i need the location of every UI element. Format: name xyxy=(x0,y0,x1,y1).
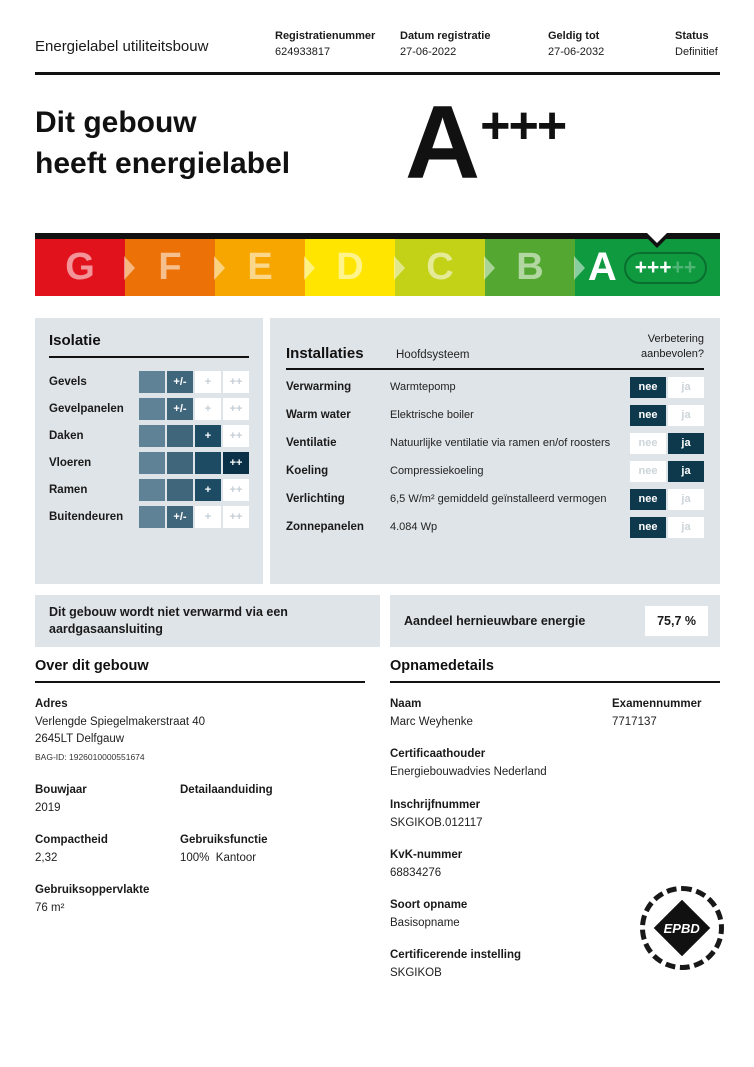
inschrijfnummer-group xyxy=(390,799,720,832)
chevron-right-icon xyxy=(484,256,495,280)
installations-title: Installaties xyxy=(286,344,364,362)
kvk-value: 68834276 xyxy=(390,866,442,879)
scale-segment-g xyxy=(35,239,125,296)
field-label: Status xyxy=(675,30,709,42)
insulation-cell: ++ xyxy=(223,371,249,393)
insulation-row-buitendeuren xyxy=(49,506,249,528)
insulation-cell: + xyxy=(195,479,221,501)
insulation-cell xyxy=(167,452,193,474)
rating-pill xyxy=(624,252,707,284)
insulation-cell xyxy=(139,425,165,447)
installation-row-label: Warm water xyxy=(286,409,351,422)
chevron-right-icon xyxy=(574,256,585,280)
insulation-cells xyxy=(139,479,249,501)
energy-label-rating xyxy=(405,85,566,201)
advice-column-header: Verbetering aanbevolen? xyxy=(640,333,704,360)
insulation-row-gevels xyxy=(49,371,249,393)
chevron-right-icon xyxy=(394,256,405,280)
kvk-label: KvK-nummer xyxy=(390,848,463,861)
installation-row-label: Verlichting xyxy=(286,493,345,506)
address-line-2: 2645LT Delfgauw xyxy=(35,733,125,746)
insulation-cell: ++ xyxy=(223,479,249,501)
detailaanduiding-group xyxy=(180,784,365,817)
insulation-cell xyxy=(139,371,165,393)
scale-segment-d xyxy=(305,239,395,296)
energy-scale xyxy=(35,233,720,296)
scale-segment-c xyxy=(395,239,485,296)
building-facts-grid xyxy=(35,784,365,935)
document-title: Energielabel utiliteitsbouw xyxy=(35,38,209,55)
header-divider xyxy=(35,72,720,75)
assessment-details-section xyxy=(390,658,720,1000)
energy-scale-bands xyxy=(35,239,720,296)
rating-plusses: +++ xyxy=(480,97,566,155)
installation-row-label: Zonnepanelen xyxy=(286,521,364,534)
insulation-cells xyxy=(139,452,249,474)
certificerende-instelling-value: SKGIKOB xyxy=(390,967,442,980)
insulation-cell xyxy=(167,479,193,501)
address-group xyxy=(35,698,365,762)
inschrijfnummer-value: SKGIKOB.012117 xyxy=(390,816,483,829)
insulation-row-label: Gevelpanelen xyxy=(49,403,124,415)
examennummer-group xyxy=(612,698,720,731)
field-value: 624933817 xyxy=(275,46,331,58)
installation-row-label: Ventilatie xyxy=(286,437,337,450)
installations-header xyxy=(286,332,704,370)
inschrijfnummer-label: Inschrijfnummer xyxy=(390,798,481,811)
insulation-cell: +/- xyxy=(167,506,193,528)
address-label: Adres xyxy=(35,698,68,710)
chevron-right-icon xyxy=(124,256,135,280)
gebruiksfunctie-label: Gebruiksfunctie xyxy=(180,833,268,846)
installations-panel xyxy=(270,318,720,584)
pill-active-plusses: +++ xyxy=(634,255,672,279)
advice-badges xyxy=(630,517,704,538)
gebruiksfunctie-value: 100% Kantoor xyxy=(180,851,257,864)
rating-marker-icon-inner xyxy=(647,233,667,243)
bouwjaar-value: 2019 xyxy=(35,801,61,814)
certificaathouder-label: Certificaathouder xyxy=(390,748,486,761)
hero-line-1: Dit gebouw xyxy=(35,106,197,139)
advice-badge-nee: nee xyxy=(630,489,666,510)
advice-badge-nee: nee xyxy=(630,461,666,482)
insulation-header xyxy=(49,332,249,358)
insulation-cells xyxy=(139,425,249,447)
renewable-energy-label: Aandeel hernieuwbare energie xyxy=(404,614,586,628)
examennummer-label: Examennummer xyxy=(612,698,702,710)
compactheid-label: Compactheid xyxy=(35,833,108,846)
scale-letter: E xyxy=(247,246,273,288)
advice-badge-ja: ja xyxy=(668,377,704,398)
header-field-registratienummer xyxy=(275,30,375,58)
bouwjaar-label: Bouwjaar xyxy=(35,783,87,796)
insulation-cell: +/- xyxy=(167,371,193,393)
insulation-cell: + xyxy=(195,425,221,447)
advice-badges xyxy=(630,489,704,510)
chevron-right-icon xyxy=(214,256,225,280)
installation-row-system: Warmtepomp xyxy=(390,381,456,394)
epbd-seal-icon xyxy=(640,886,724,970)
header-field-datum-registratie xyxy=(400,30,490,58)
field-value: 27-06-2032 xyxy=(548,46,605,58)
gebruiksfunctie-group xyxy=(180,834,365,867)
insulation-row-gevelpanelen xyxy=(49,398,249,420)
advice-badge-ja: ja xyxy=(668,517,704,538)
advice-badge-nee: nee xyxy=(630,405,666,426)
insulation-cell: ++ xyxy=(223,398,249,420)
insulation-cell: + xyxy=(195,398,221,420)
renewable-energy-box xyxy=(390,595,720,647)
examennummer-value: 7717137 xyxy=(612,716,657,728)
kvk-group xyxy=(390,849,720,882)
epbd-seal-text: EPBD xyxy=(663,920,701,936)
advice-badge-ja: ja xyxy=(668,461,704,482)
installation-row-system: Compressiekoeling xyxy=(390,465,484,478)
installation-row-system: Natuurlijke ventilatie via ramen en/of roosters xyxy=(390,437,611,450)
about-title: Over dit gebouw xyxy=(35,658,365,683)
insulation-cell: ++ xyxy=(223,506,249,528)
insulation-row-label: Buitendeuren xyxy=(49,511,124,523)
installation-row-system: Elektrische boiler xyxy=(390,409,474,422)
installations-subtitle: Hoofdsysteem xyxy=(396,348,470,361)
gebruiksoppervlakte-group xyxy=(35,884,180,917)
scale-segment-e xyxy=(215,239,305,296)
advice-badge-nee: nee xyxy=(630,377,666,398)
installation-row-system: 4.084 Wp xyxy=(390,521,438,534)
address-line-1: Verlengde Spiegelmakerstraat 40 xyxy=(35,716,206,728)
naam-group xyxy=(390,698,612,731)
scale-letter: F xyxy=(158,246,182,288)
about-building-section xyxy=(35,658,365,934)
field-label: Registratienummer xyxy=(275,30,376,42)
insulation-row-ramen xyxy=(49,479,249,501)
installation-row-label: Verwarming xyxy=(286,381,352,394)
bouwjaar-group xyxy=(35,784,180,817)
field-label: Geldig tot xyxy=(548,30,600,42)
insulation-row-label: Daken xyxy=(49,430,84,442)
insulation-cells xyxy=(139,506,249,528)
gebruiksoppervlakte-label: Gebruiksoppervlakte xyxy=(35,884,150,896)
insulation-row-label: Gevels xyxy=(49,376,87,388)
compactheid-group xyxy=(35,834,180,867)
gebruiksoppervlakte-value: 76 m² xyxy=(35,902,65,914)
installation-row-system: 6,5 W/m² gemiddeld geïnstalleerd vermogen xyxy=(390,493,607,506)
soort-opname-value: Basisopname xyxy=(390,917,460,929)
hero-line-2: heeft energielabel xyxy=(35,147,291,181)
opname-title: Opnamedetails xyxy=(390,658,720,683)
naam-label: Naam xyxy=(390,698,422,710)
field-value: 27-06-2022 xyxy=(400,46,457,58)
insulation-row-vloeren xyxy=(49,452,249,474)
bag-id: BAG-ID: 1926010000551674 xyxy=(35,751,145,762)
advice-badges xyxy=(630,377,704,398)
scale-letter: G xyxy=(65,246,95,288)
chevron-right-icon xyxy=(304,256,315,280)
insulation-cell: +/- xyxy=(167,398,193,420)
naam-value: Marc Weyhenke xyxy=(390,716,473,728)
advice-badge-ja: ja xyxy=(668,433,704,454)
installation-row-koeling xyxy=(286,461,704,482)
rating-letter: A xyxy=(405,85,481,201)
soort-opname-label: Soort opname xyxy=(390,899,468,911)
renewable-energy-value: 75,7 % xyxy=(645,606,708,636)
insulation-row-label: Vloeren xyxy=(49,457,92,469)
naam-examen-row xyxy=(390,698,720,748)
insulation-cell xyxy=(139,452,165,474)
insulation-cell xyxy=(167,425,193,447)
scale-letter: D xyxy=(336,246,364,288)
field-value: Definitief xyxy=(675,46,718,58)
insulation-cell xyxy=(139,479,165,501)
header-field-status xyxy=(675,30,718,58)
insulation-panel xyxy=(35,318,263,584)
insulation-cell: + xyxy=(195,506,221,528)
insulation-row-daken xyxy=(49,425,249,447)
document-header xyxy=(35,28,720,68)
scale-segment-f xyxy=(125,239,215,296)
advice-badges xyxy=(630,461,704,482)
certificerende-instelling-label: Certificerende instelling xyxy=(390,949,522,962)
insulation-cell xyxy=(139,398,165,420)
installation-row-verwarming xyxy=(286,377,704,398)
certificaathouder-group xyxy=(390,748,720,781)
installation-row-label: Koeling xyxy=(286,465,329,478)
insulation-cell: ++ xyxy=(223,452,249,474)
advice-badge-ja: ja xyxy=(668,489,704,510)
gas-connection-note: Dit gebouw wordt niet verwarmd via een aardgasaansluiting xyxy=(35,595,380,647)
advice-badges xyxy=(630,433,704,454)
installation-row-warm-water xyxy=(286,405,704,426)
header-field-geldig-tot xyxy=(548,30,604,58)
hero-heading xyxy=(35,102,290,185)
scale-letter: B xyxy=(516,246,544,288)
detailaanduiding-label: Detailaanduiding xyxy=(180,783,273,796)
compactheid-value: 2,32 xyxy=(35,851,58,864)
pill-inactive-plusses: ++ xyxy=(671,255,697,279)
insulation-row-label: Ramen xyxy=(49,484,88,496)
advice-badge-nee: nee xyxy=(630,517,666,538)
insulation-cell xyxy=(139,506,165,528)
insulation-title: Isolatie xyxy=(49,332,101,349)
field-label: Datum registratie xyxy=(400,30,491,42)
installation-row-zonnepanelen xyxy=(286,517,704,538)
certificaathouder-value: Energiebouwadvies Nederland xyxy=(390,766,547,779)
advice-badge-nee: nee xyxy=(630,433,666,454)
installation-row-verlichting xyxy=(286,489,704,510)
advice-badges xyxy=(630,405,704,426)
insulation-cell: ++ xyxy=(223,425,249,447)
scale-letter: C xyxy=(426,246,454,288)
scale-segment-b xyxy=(485,239,575,296)
insulation-cell: + xyxy=(195,371,221,393)
insulation-cell xyxy=(195,452,221,474)
scale-letter: A xyxy=(587,245,617,289)
insulation-cells xyxy=(139,398,249,420)
advice-badge-ja: ja xyxy=(668,405,704,426)
insulation-cells xyxy=(139,371,249,393)
installation-row-ventilatie xyxy=(286,433,704,454)
